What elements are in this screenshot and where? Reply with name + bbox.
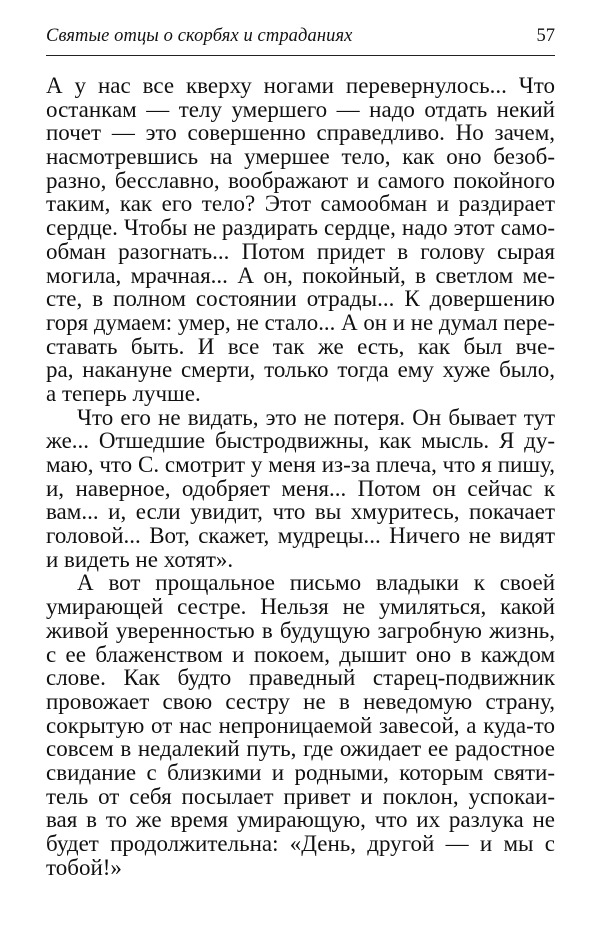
page-number: 57 — [536, 26, 555, 46]
text-line: вам... и, если увидит, что вы хмуритесь, покачает — [46, 499, 555, 525]
text-line: совсем в недалекий путь, где ожидает ее радостное — [46, 736, 555, 762]
text-line: будет продолжительна: «День, другой — и мы с — [46, 831, 555, 856]
text-line: разно, бесславно, воображают и самого покойного — [46, 167, 555, 193]
paragraph — [46, 74, 555, 406]
text-line: и видеть не хотят». — [46, 546, 234, 572]
text-line: почет — это совершенно справедливо. Но зачем, — [46, 120, 555, 146]
text-line: сокрытую от нас непроницаемой завесой, а куда-то — [46, 712, 555, 738]
text-line: а теперь лучше. — [46, 380, 201, 406]
text-line: таким, как его тело? Этот самообман и раздирает — [46, 191, 555, 217]
text-line: насмотревшись на умершее тело, как оно безоб- — [46, 144, 555, 170]
text-line: горя думаем: умер, не стало... А он и не думал пере- — [46, 309, 555, 335]
text-line: маю, что С. смотрит у меня из-за плеча, что я пишу, — [46, 452, 555, 477]
paragraph — [46, 571, 555, 879]
text-line: ставать быть. И все так же есть, как был вче- — [46, 333, 555, 359]
text-line: ра, накануне смерти, только тогда ему хуже было, — [46, 357, 555, 383]
text-line: останкам — телу умершего — надо отдать некий — [46, 96, 555, 122]
text-line: тобой!» — [46, 854, 122, 880]
text-line: тель от себя посылает привет и поклон, успокаи- — [46, 783, 555, 809]
text-line: А вот прощальное письмо владыки к своей — [77, 570, 555, 596]
text-line: Что его не видать, это не потеря. Он бывает тут — [77, 404, 555, 430]
text-line: могила, мрачная... А он, покойный, в светлом ме- — [46, 262, 555, 288]
text-line: сердце. Чтобы не раздирать сердце, надо этот само- — [46, 215, 555, 241]
text-line: свидание с близкими и родными, которым святи- — [46, 759, 555, 785]
text-line: и, наверное, одобряет меня... Потом он сейчас к — [46, 475, 555, 501]
body-text — [46, 74, 555, 879]
text-line: слове. Как будто праведный старец-подвижник — [46, 665, 555, 691]
paragraph — [46, 406, 555, 572]
text-line: А у нас все кверху ногами перевернулось... Что — [46, 73, 555, 98]
text-line: провожает свою сестру не в неведомую страну, — [46, 688, 555, 714]
text-line: умирающей сестре. Нельзя не умиляться, какой — [46, 594, 555, 620]
text-line: живой уверенностью в будущую загробную жизнь, — [46, 617, 555, 643]
text-line: же... Отшедшие быстродвижны, как мысль. Я ду- — [46, 428, 555, 454]
running-header — [46, 22, 555, 56]
text-line: с ее блаженством и покоем, дышит оно в каждом — [46, 641, 555, 667]
running-title: Святые отцы о скорбях и страданиях — [46, 26, 353, 46]
text-line: обман разогнать... Потом придет в голову сырая — [46, 238, 555, 264]
text-line: вая в то же время умирающую, что их разлука не — [46, 807, 555, 833]
text-line: головой... Вот, скажет, мудрецы... Ничего не видят — [46, 523, 555, 549]
text-line: сте, в полном состоянии отрады... К довершению — [46, 286, 555, 312]
